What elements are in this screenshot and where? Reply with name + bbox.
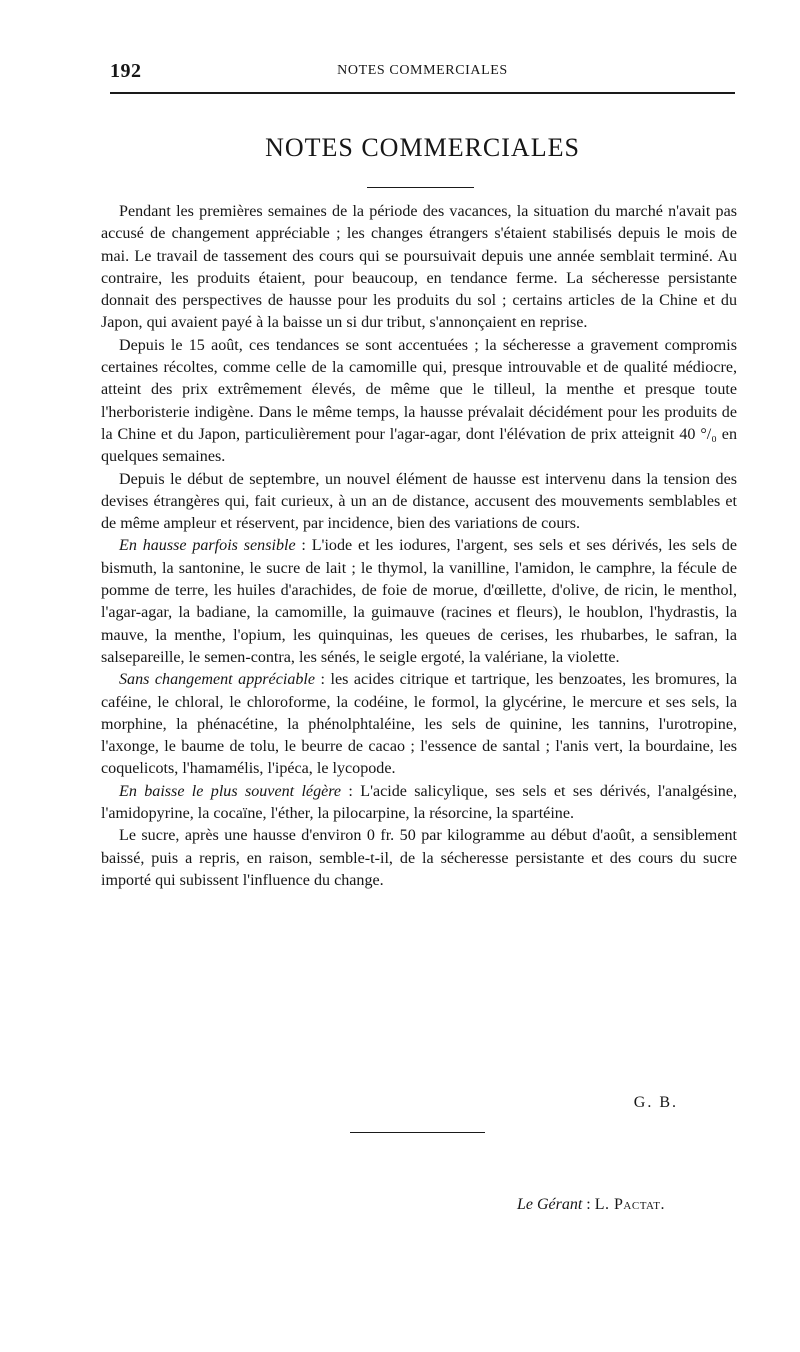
gerant-label: Le Gérant [516, 1196, 583, 1213]
gerant-name: L. Pactat. [594, 1196, 665, 1213]
title-rule [367, 187, 474, 188]
page-number: 192 [110, 60, 142, 82]
paragraph [101, 669, 737, 780]
paragraph [101, 535, 737, 669]
gerant-line [110, 1196, 665, 1214]
paragraph [101, 781, 737, 826]
signature: G. B. [633, 1094, 678, 1111]
category-list: : L'acide salicylique, ses sels et ses dérivés, l'analgésine, l'amidopyrine, la cocaïne, l'éther, la pilocarpine, la résorcine, la spartéine. [101, 782, 737, 823]
article-title: NOTES COMMERCIALES [265, 133, 580, 162]
category-list: : L'iode et les iodures, l'argent, ses sels et ses dérivés, les sels de bismuth, la santonine, le sucre de lait ; le thymol, la vanilline, l'amidon, le camphre, la fécule de pomme de terre, les huiles d'arachides, de foie de morue, d'œillette, d'olive, de ricin, le menthol, l'agar-agar, la badiane, la camomille, la guimauve (racines et fleurs), le houblon, l'hydrastis, la mauve, la menthe, l'opium, les quinquinas, les queues de cerises, les rhubarbes, le safran, la salsepareille, le semen-contra, les sénés, le seigle ergoté, la valériane, la violette. [101, 537, 737, 666]
paragraph: Le sucre, après une hausse d'environ 0 fr. 50 par kilogramme au début d'août, a sensiblement baissé, puis a repris, en raison, semble-t-il, de la sécheresse persistante et des cours du sucre importé qui subissent l'influence du change. [101, 827, 737, 889]
category-lead: En hausse parfois sensible [119, 537, 296, 555]
gerant-separator: : [582, 1196, 595, 1213]
paragraph: Pendant les premières semaines de la période des vacances, la situation du marché n'avait pas accusé de changement appréciable ; les changes étrangers s'étaient stabilisés depuis le mois de mai. Le travail de tassement des cours qui se poursuivait depuis une année semblait terminé. Au contraire, les produits étaient, pour beaucoup, en tendance ferme. La sécheresse persistante donnait des perspectives de hausse pour les produits du sol ; certains articles de la Chine et du Japon, qui avaient payé à la baisse un si dur tribut, s'annonçaient en reprise. [101, 203, 737, 332]
category-lead: En baisse le plus souvent légère [119, 782, 342, 800]
category-list: : les acides citrique et tartrique, les benzoates, les bromures, la caféine, le chloral, le chloroforme, la codéine, le formol, la glycérine, le mercure et ses sels, la morphine, la phénacétine, la phénolphtaléine, les sels de quinine, les tannins, l'urotropine, l'axonge, le baume de tolu, le beurre de cacao ; l'essence de santal ; l'anis vert, la bourdaine, les coquelicots, l'hamamélis, l'ipéca, le lycopode. [101, 671, 737, 778]
paragraph: Depuis le 15 août, ces tendances se sont accentuées ; la sécheresse a gravement compromis certaines récoltes, comme celle de la camomille qui, presque introuvable et de qualité médiocre, atteint des prix extrêmement élevés, de même que le tilleul, la menthe et presque toute l'herboristerie indigène. Dans le même temps, la hausse prévalait décidément pour les produits de la Chine et du Japon, particulièrement pour l'agar-agar, dont l'élévation de prix atteignit 40 °/₀ en quelques semaines. [101, 336, 737, 466]
end-rule [350, 1132, 485, 1133]
paragraph: Depuis le début de septembre, un nouvel élément de hausse est intervenu dans la tension des devises étrangères qui, fait curieux, à un an de distance, accusent des mouvements semblables et de même ampleur et réservent, par incidence, bien des variations de cours. [101, 470, 737, 533]
running-head [110, 56, 735, 90]
running-title: NOTES COMMERCIALES [337, 63, 508, 78]
article-body [101, 201, 737, 892]
header-rule [110, 92, 735, 94]
category-lead: Sans changement appréciable [119, 671, 316, 689]
